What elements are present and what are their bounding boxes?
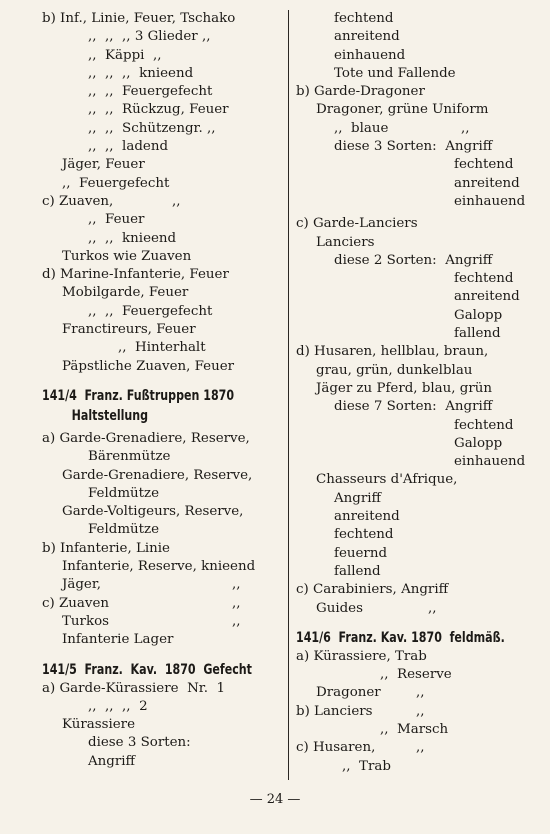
line-text: ,, ,, Rückzug, Feuer xyxy=(88,102,229,118)
text-line xyxy=(296,545,532,563)
ditto-mark: ,, xyxy=(416,740,425,756)
text-line xyxy=(42,65,282,83)
line-text: b) Infanterie, Linie xyxy=(42,540,170,556)
line-text: Tote und Fallende xyxy=(334,65,456,81)
text-line xyxy=(42,521,282,539)
text-line xyxy=(42,448,282,466)
line-text: einhauend xyxy=(334,47,406,63)
text-line xyxy=(42,230,282,248)
line-text: ,, ,, knieend xyxy=(88,230,177,246)
column-divider xyxy=(288,10,289,780)
text-line xyxy=(42,321,282,339)
text-line xyxy=(296,252,532,270)
ditto-mark: ,, xyxy=(461,120,470,136)
text-line xyxy=(296,101,532,119)
text-line xyxy=(296,28,532,46)
line-text: ,, Feuer xyxy=(88,212,145,228)
text-line xyxy=(42,284,282,302)
text-line xyxy=(42,734,282,752)
spacer xyxy=(296,618,532,628)
line-text: Dragoner, grüne Uniform xyxy=(316,102,489,118)
text-line xyxy=(296,739,532,757)
line-text: a) Kürassiere, Trab xyxy=(296,648,427,664)
text-line xyxy=(296,417,532,435)
line-text: fechtend xyxy=(454,271,514,287)
text-line xyxy=(296,175,532,193)
text-line xyxy=(42,613,282,631)
text-line xyxy=(296,270,532,288)
line-text: b) Garde-Dragoner xyxy=(296,84,425,100)
text-line xyxy=(296,435,532,453)
text-line xyxy=(296,193,532,211)
text-line xyxy=(296,65,532,83)
line-text: c) Carabiniers, Angriff xyxy=(296,582,449,598)
line-text: Garde-Voltigeurs, Reserve, xyxy=(62,504,244,520)
text-line xyxy=(296,684,532,702)
text-line xyxy=(42,28,282,46)
text-line xyxy=(42,211,282,229)
text-line xyxy=(296,10,532,28)
line-text: ,, Marsch xyxy=(380,721,449,737)
text-line xyxy=(42,120,282,138)
text-line xyxy=(42,753,282,771)
line-text: ,, Hinterhalt xyxy=(118,340,206,356)
section-heading xyxy=(42,660,252,680)
spacer xyxy=(42,376,282,386)
line-text: ,, ,, Schützengr. ,, xyxy=(88,120,216,136)
line-text: Turkos xyxy=(62,613,110,629)
line-text: fechtend xyxy=(334,11,394,26)
line-text: Infanterie Lager xyxy=(62,632,174,648)
text-line xyxy=(42,430,282,448)
line-text: Angriff xyxy=(88,753,136,769)
line-text: Jäger, xyxy=(62,577,102,593)
text-line xyxy=(296,380,532,398)
text-line xyxy=(296,490,532,508)
ditto-mark: ,, xyxy=(172,193,181,209)
spacer xyxy=(42,650,282,660)
line-text: ,, ,, ,, 3 Glieder ,, xyxy=(88,29,211,45)
line-text: einhauend xyxy=(454,193,526,209)
text-line xyxy=(42,193,282,211)
line-text: fechtend xyxy=(454,157,514,173)
ditto-mark: ,, xyxy=(232,577,241,593)
line-text: Galopp xyxy=(454,307,503,323)
text-line xyxy=(42,595,282,613)
line-text: c) Zuaven, xyxy=(42,193,114,209)
section-heading xyxy=(42,386,235,406)
text-line xyxy=(296,508,532,526)
text-line xyxy=(42,248,282,266)
text-line xyxy=(42,156,282,174)
text-line xyxy=(42,101,282,119)
line-text: a) Garde-Grenadiere, Reserve, xyxy=(42,430,250,446)
text-line xyxy=(296,563,532,581)
text-line xyxy=(42,631,282,649)
line-text: diese 2 Sorten: Angriff xyxy=(334,252,493,268)
line-text: Jäger zu Pferd, blau, grün xyxy=(316,380,493,396)
text-line xyxy=(296,453,532,471)
ditto-mark: ,, xyxy=(416,703,425,719)
page-number: — 24 — xyxy=(249,792,301,807)
text-line xyxy=(42,680,282,698)
line-text: ,, Reserve xyxy=(380,667,452,683)
ditto-mark: ,, xyxy=(232,595,241,611)
line-text: Feldmütze xyxy=(88,485,160,501)
text-line xyxy=(296,648,532,666)
line-text: 141/5 Franz. Kav. 1870 Gefecht xyxy=(42,661,252,678)
line-text: Franctireurs, Feuer xyxy=(62,322,196,338)
line-text: fechtend xyxy=(334,527,394,543)
line-text: ,, ,, Feuergefecht xyxy=(88,84,213,100)
line-text: ,, blaue xyxy=(334,120,389,136)
line-text: Guides xyxy=(316,600,363,616)
line-text: diese 3 Sorten: xyxy=(88,735,191,751)
text-line xyxy=(296,120,532,138)
line-text: a) Garde-Kürassiere Nr. 1 xyxy=(42,680,226,696)
text-line xyxy=(296,156,532,174)
text-line xyxy=(42,83,282,101)
line-text: d) Marine-Infanterie, Feuer xyxy=(42,267,229,283)
text-line xyxy=(42,558,282,576)
line-text: Feldmütze xyxy=(88,522,160,538)
line-text: b) Inf., Linie, Feuer, Tschako xyxy=(42,11,236,26)
line-text: ,, ,, ,, knieend xyxy=(88,65,194,81)
line-text: c) Garde-Lanciers xyxy=(296,216,418,232)
ditto-mark: ,, xyxy=(416,685,425,701)
line-text: Garde-Grenadiere, Reserve, xyxy=(62,467,253,483)
line-text: ,, ,, ,, 2 xyxy=(88,698,148,714)
line-text: diese 7 Sorten: Angriff xyxy=(334,399,493,415)
text-line xyxy=(42,339,282,357)
line-text: anreitend xyxy=(454,175,520,191)
line-text: c) Husaren, xyxy=(296,740,376,756)
line-text: Mobilgarde, Feuer xyxy=(62,285,189,301)
text-line xyxy=(42,698,282,716)
line-text: Bärenmütze xyxy=(88,449,171,465)
line-text: Galopp xyxy=(454,435,503,451)
line-text: b) Lanciers xyxy=(296,703,373,719)
text-line xyxy=(296,600,532,618)
text-line xyxy=(296,581,532,599)
text-line xyxy=(296,234,532,252)
text-line xyxy=(42,10,282,28)
line-text: 141/4 Franz. Fußtruppen 1870 xyxy=(42,387,235,404)
text-line xyxy=(42,47,282,65)
text-line xyxy=(42,485,282,503)
text-line xyxy=(296,666,532,684)
line-text: Angriff xyxy=(334,490,382,506)
ditto-mark: ,, xyxy=(232,613,241,629)
text-line xyxy=(296,526,532,544)
text-line xyxy=(296,471,532,489)
line-text: Turkos wie Zuaven xyxy=(62,248,192,264)
line-text: Haltstellung xyxy=(71,407,149,424)
text-line xyxy=(42,303,282,321)
text-line xyxy=(42,576,282,594)
line-text: ,, ,, ladend xyxy=(88,139,169,155)
left-column xyxy=(42,10,282,771)
text-line xyxy=(296,398,532,416)
line-text: ,, ,, Feuergefecht xyxy=(88,303,213,319)
line-text: ,, Feuergefecht xyxy=(62,175,170,191)
line-text: grau, grün, dunkelblau xyxy=(316,362,473,378)
text-line xyxy=(296,721,532,739)
line-text: fallend xyxy=(334,563,381,579)
line-text: anreitend xyxy=(334,509,400,525)
text-line xyxy=(296,703,532,721)
line-text: ,, Trab xyxy=(342,758,391,774)
text-line xyxy=(296,307,532,325)
text-line xyxy=(296,215,532,233)
text-line xyxy=(296,343,532,361)
line-text: diese 3 Sorten: Angriff xyxy=(334,139,493,155)
line-text: d) Husaren, hellblau, braun, xyxy=(296,344,489,360)
line-text: feuernd xyxy=(334,545,388,561)
text-line xyxy=(42,266,282,284)
line-text: fallend xyxy=(454,326,501,342)
right-column xyxy=(296,10,532,776)
text-line xyxy=(296,47,532,65)
text-line xyxy=(296,362,532,380)
text-line xyxy=(296,138,532,156)
text-line xyxy=(42,716,282,734)
text-line xyxy=(296,758,532,776)
line-text: Lanciers xyxy=(316,234,375,250)
ditto-mark: ,, xyxy=(428,600,437,616)
line-text: c) Zuaven xyxy=(42,595,110,611)
text-line xyxy=(296,325,532,343)
line-text: Infanterie, Reserve, knieend xyxy=(62,559,256,575)
line-text: Päpstliche Zuaven, Feuer xyxy=(62,358,235,374)
text-line xyxy=(42,503,282,521)
text-line xyxy=(296,83,532,101)
text-line xyxy=(42,540,282,558)
line-text: anreitend xyxy=(454,289,520,305)
text-line xyxy=(42,175,282,193)
line-text: fechtend xyxy=(454,417,514,433)
line-text: anreitend xyxy=(334,29,400,45)
text-line xyxy=(42,138,282,156)
text-line xyxy=(42,467,282,485)
line-text: Dragoner xyxy=(316,685,381,701)
section-heading xyxy=(296,628,505,648)
line-text: Jäger, Feuer xyxy=(62,157,145,173)
text-line xyxy=(42,358,282,376)
line-text: Kürassiere xyxy=(62,717,135,733)
line-text: ,, Käppi ,, xyxy=(88,47,162,63)
text-line xyxy=(296,288,532,306)
section-heading xyxy=(42,406,229,426)
line-text: 141/6 Franz. Kav. 1870 feldmäß. xyxy=(296,629,505,646)
line-text: einhauend xyxy=(454,454,526,470)
line-text: Chasseurs d'Afrique, xyxy=(316,472,458,488)
